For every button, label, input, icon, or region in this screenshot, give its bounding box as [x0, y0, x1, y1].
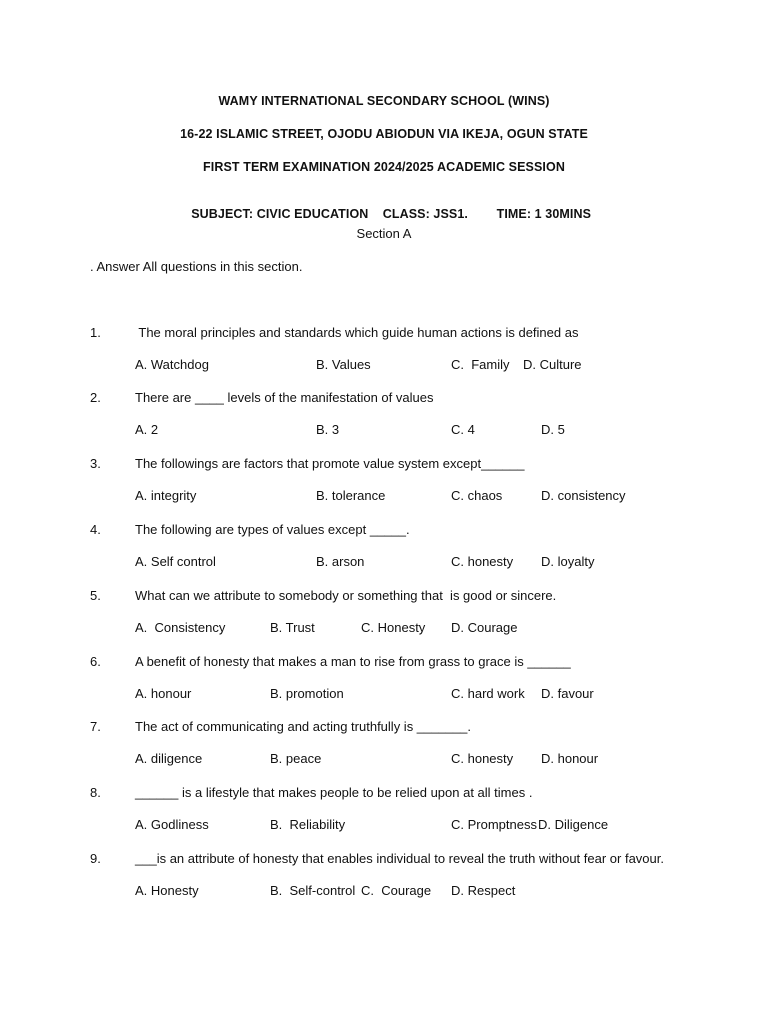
question-5-option-c: C. Honesty: [361, 620, 426, 635]
question-9-option-d: D. Respect: [451, 883, 516, 898]
question-text: The act of communicating and acting truthfully is _______.: [135, 719, 472, 734]
question-7-option-a: A. diligence: [135, 751, 203, 766]
question-4-option-a: A. Self control: [135, 554, 216, 569]
question-8: [0, 785, 768, 805]
section-title: Section A: [356, 226, 412, 241]
question-text: There are ____ levels of the manifestation of values: [135, 390, 434, 405]
question-4-option-c: C. honesty: [451, 554, 514, 569]
question-number: 6.: [90, 654, 101, 669]
question-8-option-c: C. Promptness: [451, 817, 537, 832]
time-label: TIME: 1 30MINS: [496, 207, 592, 221]
question-6: [0, 654, 768, 674]
question-9: [0, 851, 768, 871]
question-number: 8.: [90, 785, 101, 800]
question-4: [0, 522, 768, 542]
question-6-option-d: D. favour: [541, 686, 594, 701]
question-9-option-c: C. Courage: [361, 883, 432, 898]
question-7-option-d: D. honour: [541, 751, 599, 766]
question-number: 2.: [90, 390, 101, 405]
question-number: 1.: [90, 325, 101, 340]
instruction-text: . Answer All questions in this section.: [90, 259, 303, 274]
question-8-option-a: A. Godliness: [135, 817, 209, 832]
question-3-option-b: B. tolerance: [316, 488, 386, 503]
question-6-option-b: B. promotion: [270, 686, 344, 701]
question-text: A benefit of honesty that makes a man to rise from grass to grace is ______: [135, 654, 571, 669]
question-4-option-d: D. loyalty: [541, 554, 595, 569]
question-text: The followings are factors that promote value system except______: [135, 456, 525, 471]
question-1-option-b: B. Values: [316, 357, 371, 372]
school-name: WAMY INTERNATIONAL SECONDARY SCHOOL (WINS): [218, 94, 550, 108]
school-address: 16-22 ISLAMIC STREET, OJODU ABIODUN VIA IKEJA, OGUN STATE: [180, 127, 588, 141]
question-7: [0, 719, 768, 739]
question-5-option-b: B. Trust: [270, 620, 315, 635]
question-2-option-b: B. 3: [316, 422, 340, 437]
question-number: 9.: [90, 851, 101, 866]
question-2-option-d: D. 5: [541, 422, 565, 437]
question-1-option-a: A. Watchdog: [135, 357, 209, 372]
question-number: 3.: [90, 456, 101, 471]
question-5-option-d: D. Courage: [451, 620, 518, 635]
question-2-option-a: A. 2: [135, 422, 159, 437]
exam-title: FIRST TERM EXAMINATION 2024/2025 ACADEMIC SESSION: [203, 160, 565, 174]
question-number: 5.: [90, 588, 101, 603]
question-text: The moral principles and standards which guide human actions is defined as: [135, 325, 579, 340]
question-3-option-d: D. consistency: [541, 488, 626, 503]
question-text: ___is an attribute of honesty that enables individual to reveal the truth without fear or favour.: [135, 851, 664, 866]
question-text: What can we attribute to somebody or something that is good or sincere.: [135, 588, 557, 603]
question-number: 4.: [90, 522, 101, 537]
question-2: [0, 390, 768, 410]
question-6-option-c: C. hard work: [451, 686, 525, 701]
question-5: [0, 588, 768, 608]
question-1: [0, 325, 768, 345]
question-1-option-d: D. Culture: [523, 357, 582, 372]
question-text: The following are types of values except _____.: [135, 522, 410, 537]
question-4-option-b: B. arson: [316, 554, 365, 569]
question-1-option-c: C. Family: [451, 357, 510, 372]
question-6-option-a: A. honour: [135, 686, 192, 701]
question-7-option-b: B. peace: [270, 751, 322, 766]
question-number: 7.: [90, 719, 101, 734]
question-8-option-b: B. Reliability: [270, 817, 346, 832]
question-9-option-a: A. Honesty: [135, 883, 199, 898]
question-2-option-c: C. 4: [451, 422, 475, 437]
question-text: ______ is a lifestyle that makes people to be relied upon at all times .: [135, 785, 533, 800]
class-label: CLASS: JSS1.: [382, 207, 468, 221]
subject-label: SUBJECT: CIVIC EDUCATION: [191, 207, 369, 221]
question-3-option-a: A. integrity: [135, 488, 197, 503]
question-5-option-a: A. Consistency: [135, 620, 226, 635]
question-3: [0, 456, 768, 476]
question-7-option-c: C. honesty: [451, 751, 514, 766]
question-3-option-c: C. chaos: [451, 488, 503, 503]
question-9-option-b: B. Self-control: [270, 883, 356, 898]
question-8-option-d: D. Diligence: [538, 817, 609, 832]
